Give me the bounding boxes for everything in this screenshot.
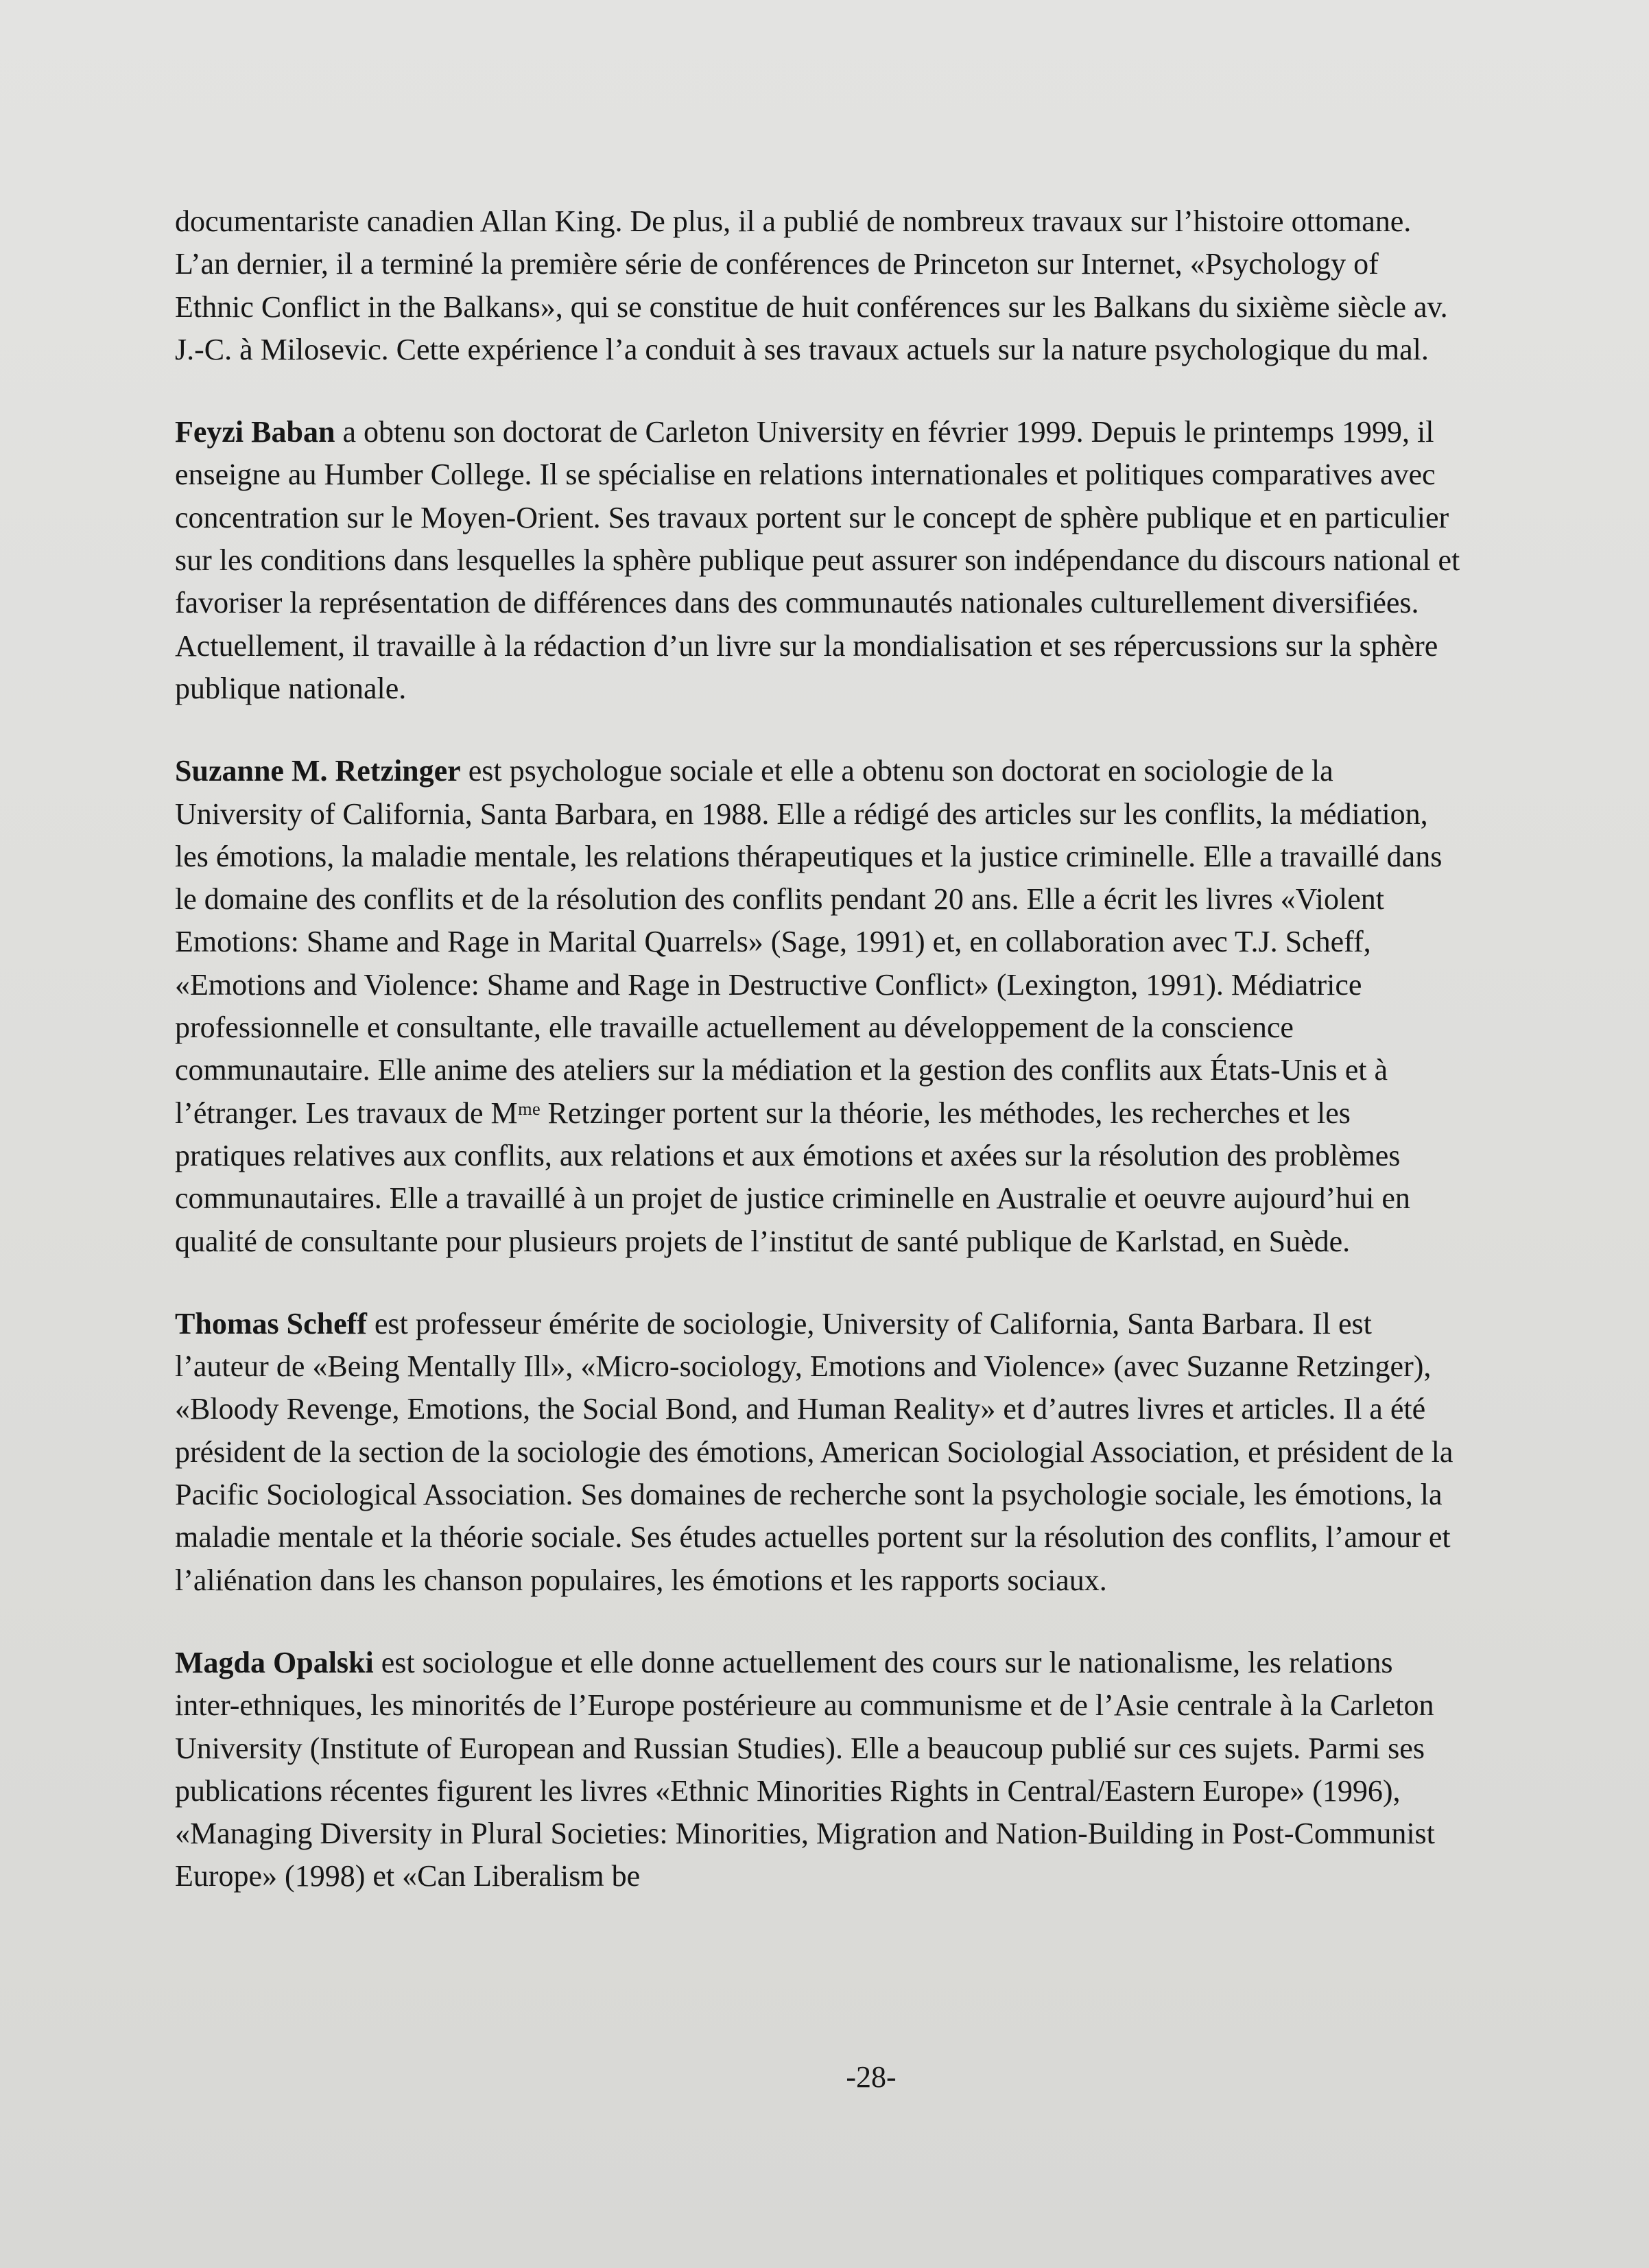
- paragraph-text: est sociologue et elle donne actuellement des cours sur le nationalisme, les relations inter-ethniques, les minorités de l’Europe postérieure au communisme et de l’Asie centrale à la Carleton University (Institute of European and Russian Studies). Elle a beaucoup publié sur ces sujets. Parmi ses publications récentes figurent les livres «Ethnic Minorities Rights in Central/Eastern Europe» (1996), «Managing Diversity in Plural Societies: Minorities, Migration and Nation-Building in Post-Communist Europe» (1998) et «Can Liberalism be: [175, 1645, 1435, 1893]
- author-name: Feyzi Baban: [175, 415, 335, 449]
- paragraph-feyzi-baban: [175, 411, 1464, 710]
- author-name: Magda Opalski: [175, 1645, 374, 1679]
- paragraph-thomas-scheff: [175, 1303, 1464, 1602]
- author-name: Suzanne M. Retzinger: [175, 754, 461, 788]
- body-text: [175, 200, 1464, 1938]
- paragraph-magda-opalski: [175, 1642, 1464, 1898]
- paragraph-text: documentariste canadien Allan King. De plus, il a publié de nombreux travaux sur l’histoire ottomane. L’an dernier, il a terminé la première série de conférences de Princeton sur Internet, «Psychology of Ethnic Conflict in the Balkans», qui se constitue de huit conférences sur les Balkans du sixième siècle av. J.-C. à Milosevic. Cette expérience l’a conduit à ses travaux actuels sur la nature psychologique du mal.: [175, 204, 1448, 366]
- paragraph-text: est professeur émérite de sociologie, University of California, Santa Barbara. Il est l’auteur de «Being Mentally Ill», «Micro-sociology, Emotions and Violence» (avec Suzanne Retzinger), «Bloody Revenge, Emotions, the Social Bond, and Human Reality» et d’autres livres et articles. Il a été président de la section de la sociologie des émotions, American Sociologial Association, et président de la Pacific Sociological Association. Ses domaines de recherche sont la psychologie sociale, les émotions, la maladie mentale et la théorie sociale. Ses études actuelles portent sur la résolution des conflits, l’amour et l’aliénation dans les chanson populaires, les émotions et les rapports sociaux.: [175, 1306, 1454, 1597]
- paragraph-text: est psychologue sociale et elle a obtenu son doctorat en sociologie de la University of California, Santa Barbara, en 1988. Elle a rédigé des articles sur les conflits, la médiation, les émotions, la maladie mentale, les relations thérapeutiques et la justice criminelle. Elle a travaillé dans le domaine des conflits et de la résolution des conflits pendant 20 ans. Elle a écrit les livres «Violent Emotions: Shame and Rage in Marital Quarrels» (Sage, 1991) et, en collaboration avec T.J. Scheff, «Emotions and Violence: Shame and Rage in Destructive Conflict» (Lexington, 1991). Médiatrice professionnelle et consultante, elle travaille actuellement au développement de la conscience communautaire. Elle anime des ateliers sur la médiation et la gestion des conflits aux États-Unis et à l’étranger. Les travaux de Mᵐᵉ Retzinger portent sur la théorie, les méthodes, les recherches et les pratiques relatives aux conflits, aux relations et aux émotions et axées sur la résolution des problèmes communautaires. Elle a travaillé à un projet de justice criminelle en Australie et oeuvre aujourd’hui en qualité de consultante pour plusieurs projets de l’institut de santé publique de Karlstad, en Suède.: [175, 754, 1443, 1258]
- paragraph-intro-continuation: [175, 200, 1464, 371]
- page-number: -28-: [846, 2060, 897, 2094]
- paragraph-text: a obtenu son doctorat de Carleton University en février 1999. Depuis le printemps 1999, il enseigne au Humber College. Il se spécialise en relations internationales et politiques comparatives avec concentration sur le Moyen-Orient. Ses travaux portent sur le concept de sphère publique et en particulier sur les conditions dans lesquelles la sphère publique peut assurer son indépendance du discours national et favoriser la représentation de différences dans des communautés nationales culturellement diversifiées. Actuellement, il travaille à la rédaction d’un livre sur la mondialisation et ses répercussions sur la sphère publique nationale.: [175, 415, 1460, 705]
- author-name: Thomas Scheff: [175, 1306, 367, 1340]
- paragraph-suzanne-retzinger: [175, 750, 1464, 1263]
